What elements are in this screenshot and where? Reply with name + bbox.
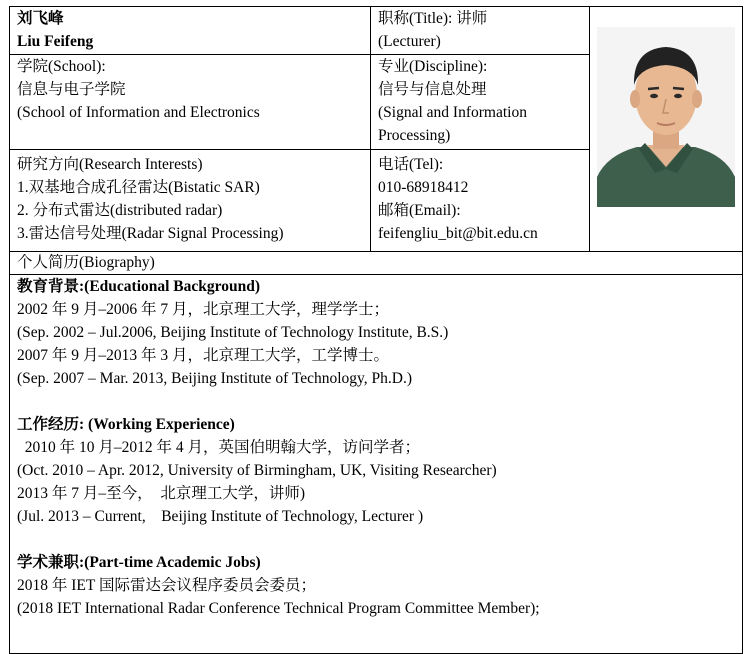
education-line: (Sep. 2007 – Mar. 2013, Beijing Institute of Technology, Ph.D.) bbox=[17, 370, 412, 387]
discipline-label: 专业(Discipline): bbox=[378, 58, 488, 75]
tel-value: 010-68918412 bbox=[378, 179, 469, 196]
contact-cell bbox=[370, 149, 590, 252]
school-cn: 信息与电子学院 bbox=[17, 81, 126, 98]
work-line: (Oct. 2010 – Apr. 2012, University of Birmingham, UK, Visiting Researcher) bbox=[17, 462, 497, 479]
discipline-en-1: (Signal and Information bbox=[378, 104, 527, 121]
title-line: 职称(Title): 讲师 bbox=[378, 10, 488, 27]
spacer bbox=[17, 390, 742, 413]
work-heading: 工作经历: (Working Experience) bbox=[17, 416, 235, 433]
title-en: (Lecturer) bbox=[378, 33, 441, 50]
school-cell bbox=[9, 54, 371, 150]
research-cell bbox=[9, 149, 371, 252]
work-line: 2010 年 10 月–2012 年 4 月，英国伯明翰大学，访问学者； bbox=[17, 439, 421, 456]
discipline-cn: 信号与信息处理 bbox=[378, 81, 487, 98]
biography-label: 个人简历(Biography) bbox=[17, 254, 155, 271]
work-line: (Jul. 2013 – Current, Beijing Institute of Technology, Lecturer ) bbox=[17, 508, 424, 525]
research-label: 研究方向(Research Interests) bbox=[17, 156, 203, 173]
discipline-cell bbox=[370, 54, 590, 150]
education-line: 2002 年 9 月–2006 年 7 月，北京理工大学，理学学士； bbox=[17, 301, 390, 318]
parttime-heading: 学术兼职:(Part-time Academic Jobs) bbox=[17, 554, 261, 571]
photo-cell bbox=[589, 6, 743, 252]
tel-label: 电话(Tel): bbox=[378, 156, 444, 173]
cv-table bbox=[9, 6, 743, 646]
name-cn: 刘飞峰 bbox=[17, 10, 64, 27]
name-en: Liu Feifeng bbox=[17, 33, 94, 50]
school-en: (School of Information and Electronics bbox=[17, 104, 260, 121]
research-item: 2. 分布式雷达(distributed radar) bbox=[17, 202, 223, 219]
education-line: 2007 年 9 月–2013 年 3 月，北京理工大学，工学博士。 bbox=[17, 347, 390, 364]
portrait-photo bbox=[597, 27, 735, 207]
biography-body-cell bbox=[9, 274, 743, 654]
education-line: (Sep. 2002 – Jul.2006, Beijing Institute of Technology Institute, B.S.) bbox=[17, 324, 449, 341]
email-label: 邮箱(Email): bbox=[378, 202, 461, 219]
biography-header-cell bbox=[9, 251, 743, 275]
spacer bbox=[17, 528, 742, 551]
name-cell bbox=[9, 6, 371, 55]
research-item: 1.双基地合成孔径雷达(Bistatic SAR) bbox=[17, 179, 260, 196]
parttime-line: 2018 年 IET 国际雷达会议程序委员会委员； bbox=[17, 577, 316, 594]
email-value: feifengliu_bit@bit.edu.cn bbox=[378, 225, 538, 242]
school-label: 学院(School): bbox=[17, 58, 106, 75]
education-heading: 教育背景:(Educational Background) bbox=[17, 278, 261, 295]
title-cell bbox=[370, 6, 590, 55]
discipline-en-2: Processing) bbox=[378, 127, 451, 144]
research-item: 3.雷达信号处理(Radar Signal Processing) bbox=[17, 225, 284, 242]
parttime-line: (2018 IET International Radar Conference Technical Program Committee Member); bbox=[17, 600, 540, 617]
work-line: 2013 年 7 月–至今， 北京理工大学，讲师) bbox=[17, 485, 306, 502]
